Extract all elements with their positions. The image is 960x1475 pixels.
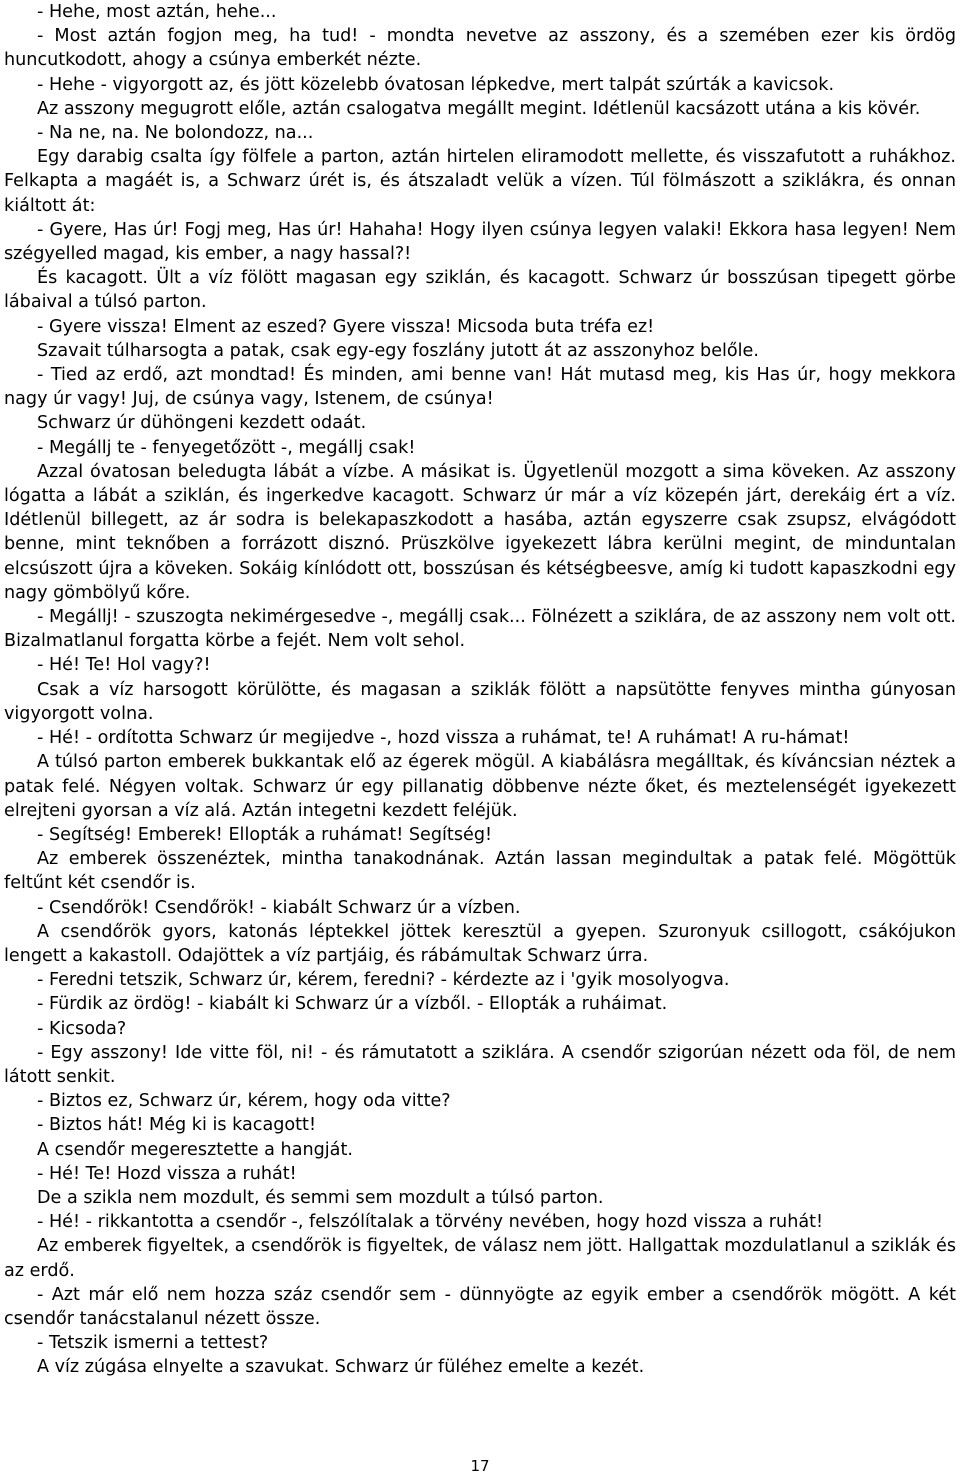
paragraph: - Egy asszony! Ide vitte föl, ni! - és rámutatott a sziklára. A csendőr szigorúan nézett oda föl, de nem látott senkit.	[4, 1042, 956, 1087]
paragraph: Egy darabig csalta így fölfele a parton, aztán hirtelen eliramodott mellette, és visszafutott a ruhákhoz. Felkapta a magáét is, a Schwarz úrét is, és átszaladt velük a vízen. Túl fölmászott a sziklákra, és onnan kiáltott át:	[4, 147, 956, 216]
paragraph: Csak a víz harsogott körülötte, és magasan a sziklák fölött a napsütötte fenyves mintha gúnyosan vigyorgott volna.	[4, 679, 956, 724]
paragraph: - Biztos hát! Még ki is kacagott!	[37, 1115, 317, 1136]
paragraph: - Tied az erdő, azt mondtad! És minden, ami benne van! Hát mutasd meg, kis Has úr, hogy mekkora nagy úr vagy! Juj, de csúnya vagy, Istenem, de csúnya!	[4, 365, 956, 410]
paragraph: - Fürdik az ördög! - kiabált ki Schwarz úr a vízből. - Ellopták a ruháimat.	[37, 994, 668, 1015]
paragraph: - Na ne, na. Ne bolondozz, na...	[37, 123, 314, 144]
paragraph: - Csendőrök! Csendőrök! - kiabált Schwarz úr a vízben.	[37, 897, 521, 918]
paragraph: Az emberek összenéztek, mintha tanakodnának. Aztán lassan megindultak a patak felé. Mögöttük feltűnt két csendőr is.	[4, 849, 956, 894]
paragraph: A csendőr megeresztette a hangját.	[37, 1139, 353, 1160]
paragraph: Schwarz úr dühöngeni kezdett odaát.	[37, 413, 367, 434]
paragraph: Szavait túlharsogta a patak, csak egy-egy foszlány jutott át az asszonyhoz belőle.	[37, 340, 759, 361]
paragraph: Az emberek figyeltek, a csendőrök is figyeltek, de válasz nem jött. Hallgattak mozdulatlanul a sziklák és az erdő.	[4, 1236, 957, 1281]
paragraph: - Gyere vissza! Elment az eszed? Gyere vissza! Micsoda buta tréfa ez!	[37, 316, 655, 337]
paragraph: - Feredni tetszik, Schwarz úr, kérem, feredni? - kérdezte az i 'gyik mosolyogva.	[37, 970, 730, 991]
paragraph: A csendőrök gyors, katonás léptekkel jöttek keresztül a gyepen. Szuronyuk csillogott, csákójukon lengett a kakastoll. Odajöttek a víz partjáig, és rábámultak Schwarz úrra.	[4, 921, 956, 966]
paragraph: De a szikla nem mozdult, és semmi sem mozdult a túlsó parton.	[37, 1187, 604, 1208]
page-number: 17	[470, 1457, 490, 1475]
paragraph: - Azt már elő nem hozza száz csendőr sem - dünnyögte az egyik ember a csendőrök mögött. A két csendőr tanácstalanul nézett össze.	[4, 1284, 956, 1329]
paragraph: - Hé! Te! Hozd vissza a ruhát!	[37, 1163, 297, 1184]
document-body	[4, 0, 956, 1380]
paragraph: - Hé! Te! Hol vagy?!	[37, 655, 211, 676]
paragraph: Azzal óvatosan beledugta lábát a vízbe. A másikat is. Ügyetlenül mozgott a sima köveken. Az asszony lógatta a lábát a sziklán, és ingerkedve kacagott. Schwarz úr már a víz közepén járt, derekáig ért a víz. Idétlenül billegett, az ár sodra is belekapaszkodott a hasába, aztán egyszerre csak zsupsz, elvágódott benne, mint teknőben a forrázott disznó. Prüszkölve igyekezett lábra kerülni megint, de minduntalan elcsúszott újra a köveken. Sokáig kínlódott ott, bosszúsan és kétségbeesve, amíg ki tudott kapaszkodni egy nagy gömbölyű kőre.	[4, 461, 956, 603]
paragraph: - Most aztán fogjon meg, ha tud! - mondta nevetve az asszony, és a szemében ezer kis ördög huncutkodott, ahogy a csúnya emberkét nézte.	[4, 26, 956, 71]
paragraph: - Kicsoda?	[37, 1018, 127, 1039]
paragraph: - Hehe, most aztán, hehe...	[37, 2, 277, 22]
paragraph: A víz zúgása elnyelte a szavukat. Schwarz úr füléhez emelte a kezét.	[37, 1357, 645, 1378]
paragraph: - Gyere, Has úr! Fogj meg, Has úr! Hahaha! Hogy ilyen csúnya legyen valaki! Ekkora hasa legyen! Nem szégyelled magad, kis ember, a nagy hassal?!	[4, 219, 956, 265]
paragraph: És kacagott. Ült a víz fölött magasan egy sziklán, és kacagott. Schwarz úr bosszúsan tipegett görbe lábaival a túlsó parton.	[4, 268, 956, 313]
paragraph: - Megállj! - szuszogta nekimérgesedve -, megállj csak... Fölnézett a sziklára, de az asszony nem volt ott. Bizalmatlanul forgatta körbe a fejét. Nem volt sehol.	[4, 607, 956, 652]
paragraph: A túlsó parton emberek bukkantak elő az égerek mögül. A kiabálásra megálltak, és kíváncsian néztek a patak felé. Négyen voltak. Schwarz úr egy pillanatig döbbenve nézte őket, és meztelenségét igyekezett elrejteni gyorsan a víz alá. Aztán integetni kezdett feléjük.	[4, 752, 956, 821]
paragraph: - Biztos ez, Schwarz úr, kérem, hogy oda vitte?	[37, 1091, 451, 1112]
paragraph: - Hehe - vigyorgott az, és jött közelebb óvatosan lépkedve, mert talpát szúrták a kavicsok.	[37, 74, 835, 95]
paragraph: - Hé! - ordította Schwarz úr megijedve -, hozd vissza a ruhámat, te! A ruhámat! A ru-hámat!	[37, 728, 850, 749]
paragraph: Az asszony megugrott előle, aztán csalogatva megállt megint. Idétlenül kacsázott utána a kis kövér.	[37, 98, 921, 119]
paragraph: - Megállj te - fenyegetőzött -, megállj csak!	[37, 437, 416, 458]
paragraph: - Hé! - rikkantotta a csendőr -, felszólítalak a törvény nevében, hogy hozd vissza a ruhát!	[37, 1212, 824, 1233]
paragraph: - Tetszik ismerni a tettest?	[37, 1333, 269, 1354]
paragraph: - Segítség! Emberek! Ellopták a ruhámat! Segítség!	[37, 824, 493, 845]
